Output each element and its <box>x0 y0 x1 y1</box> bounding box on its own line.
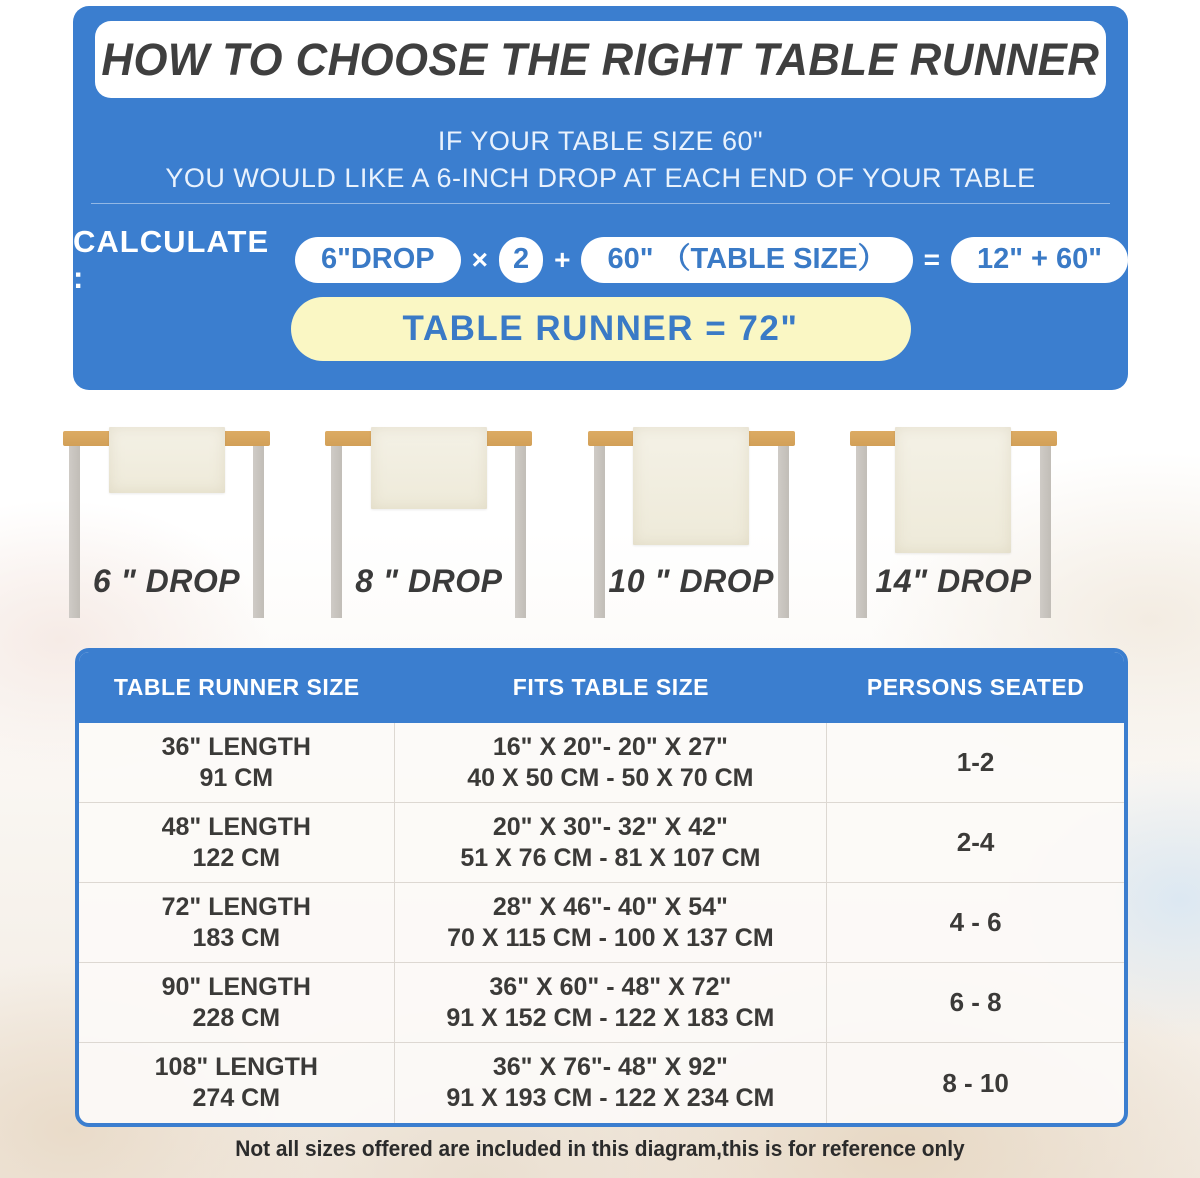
calculate-label: CALCULATE : <box>73 224 270 295</box>
persons-cell: 6 - 8 <box>949 987 1002 1017</box>
drop-label: 10 " DROP <box>608 563 774 599</box>
size-cm: 228 CM <box>192 1003 281 1032</box>
size-inches: 108" LENGTH <box>154 1053 318 1081</box>
table-row <box>79 963 1124 1043</box>
persons-cell: 4 - 6 <box>949 907 1002 937</box>
table-runner <box>633 427 749 545</box>
page-title: HOW TO CHOOSE THE RIGHT TABLE RUNNER <box>101 33 1100 85</box>
table-illustration-14-drop <box>850 395 1057 645</box>
fits-inches: 36" X 76"- 48" X 92" <box>492 1053 728 1081</box>
multiply-operator: × <box>471 244 488 275</box>
subtitle-line-1: IF YOUR TABLE SIZE 60" <box>437 126 764 156</box>
drop-examples-row <box>0 395 1200 645</box>
column-header-runner-size: TABLE RUNNER SIZE <box>113 674 360 700</box>
fits-cm: 40 X 50 CM - 50 X 70 CM <box>467 763 754 792</box>
fits-table-cell <box>395 963 828 1042</box>
persons-cell: 2-4 <box>956 827 995 857</box>
fits-table-cell <box>395 883 828 962</box>
divider <box>91 203 1110 204</box>
table-runner <box>895 427 1011 553</box>
table-size-pill: 60" （TABLE SIZE） <box>581 237 912 283</box>
drop-label: 8 " DROP <box>355 563 503 599</box>
persons-cell: 1-2 <box>956 747 995 777</box>
runner-size-cell <box>79 883 395 962</box>
runner-size-cell <box>79 963 395 1042</box>
table-runner <box>371 427 487 509</box>
drop-label: 14" DROP <box>875 563 1032 599</box>
runner-size-cell <box>79 1043 395 1123</box>
table-illustration-6-drop <box>63 395 270 645</box>
fits-cm: 70 X 115 CM - 100 X 137 CM <box>447 923 774 952</box>
table-illustration-10-drop <box>588 395 795 645</box>
hero-panel <box>73 6 1128 390</box>
fits-table-cell <box>395 803 828 882</box>
drop-label: 6 " DROP <box>92 563 241 599</box>
disclaimer-note: Not all sizes offered are included in this diagram,this is for reference only <box>235 1136 965 1161</box>
column-header-fits-table: FITS TABLE SIZE <box>512 674 709 700</box>
fits-inches: 36" X 60" - 48" X 72" <box>489 972 732 1001</box>
subtitle-line-2: YOU WOULD LIKE A 6-INCH DROP AT EACH END OF YOUR TABLE <box>165 163 1036 193</box>
title-banner <box>95 21 1106 98</box>
runner-size-cell <box>79 803 395 882</box>
equals-operator: = <box>923 244 940 275</box>
fits-cm: 91 X 152 CM - 122 X 183 CM <box>446 1003 775 1032</box>
multiplier-pill: 2 <box>499 237 543 283</box>
table-illustration-8-drop <box>325 395 532 645</box>
drop-value-pill: 6"DROP <box>295 237 461 283</box>
fits-cm: 91 X 193 CM - 122 X 234 CM <box>446 1084 775 1112</box>
fits-inches: 16" X 20"- 20" X 27" <box>492 732 728 761</box>
size-cm: 122 CM <box>192 843 281 872</box>
sum-pill: 12" + 60" <box>951 237 1128 283</box>
plus-operator: + <box>554 244 571 275</box>
table-row <box>79 803 1124 883</box>
size-cm: 91 CM <box>199 763 274 792</box>
persons-cell: 8 - 10 <box>942 1067 1009 1098</box>
result-pill: TABLE RUNNER = 72" <box>291 297 911 361</box>
size-chart-header <box>79 652 1124 723</box>
table-runner <box>109 427 225 493</box>
size-cm: 274 CM <box>192 1084 281 1112</box>
size-chart <box>75 648 1128 1127</box>
fits-table-cell <box>395 1043 828 1123</box>
table-row <box>79 723 1124 803</box>
size-inches: 72" LENGTH <box>161 892 311 921</box>
size-inches: 48" LENGTH <box>161 812 311 841</box>
table-row <box>79 1043 1124 1123</box>
size-cm: 183 CM <box>192 923 281 952</box>
table-row <box>79 883 1124 963</box>
fits-inches: 20" X 30"- 32" X 42" <box>492 812 728 841</box>
size-inches: 90" LENGTH <box>161 972 311 1001</box>
size-inches: 36" LENGTH <box>161 732 311 761</box>
runner-size-cell <box>79 723 395 802</box>
fits-inches: 28" X 46"- 40" X 54" <box>492 892 728 921</box>
fits-table-cell <box>395 723 828 802</box>
calculation-row <box>73 224 1128 295</box>
fits-cm: 51 X 76 CM - 81 X 107 CM <box>460 843 761 872</box>
column-header-persons: PERSONS SEATED <box>866 674 1085 700</box>
